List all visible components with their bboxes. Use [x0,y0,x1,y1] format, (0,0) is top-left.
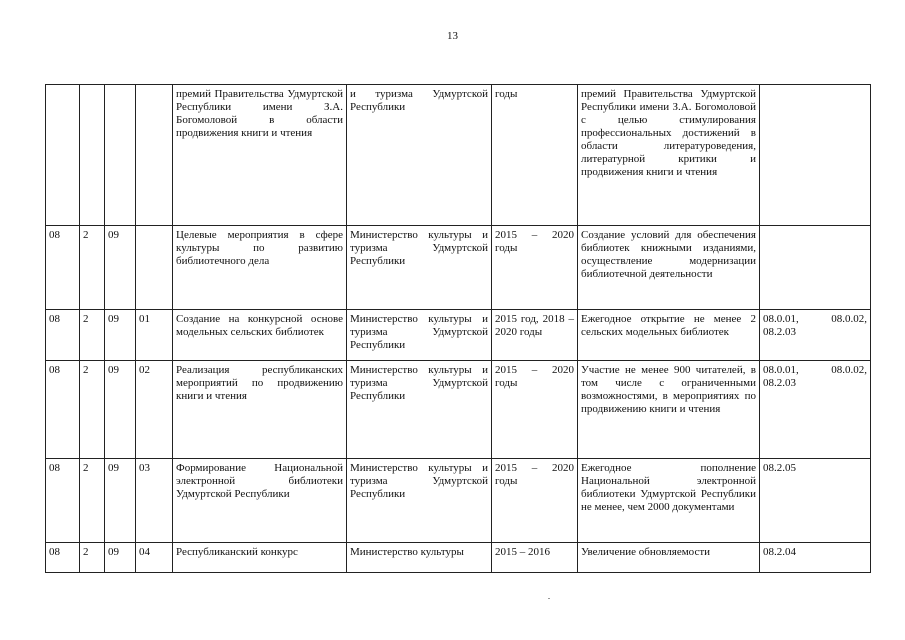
col-name: Республиканский конкурс [173,543,347,573]
col-subprogram [80,85,105,226]
col-period: 2015 – 2020 годы [492,459,578,543]
col-name: Формирование Национальной электронной библиотеки Удмуртской Республики [173,459,347,543]
col-name: Реализация республиканских мероприятий по продвижению книги и чтения [173,361,347,459]
col-subprogram: 2 [80,361,105,459]
col-executor: Министерство культуры и туризма Удмуртской Республики [347,361,492,459]
col-main-activity [105,85,136,226]
col-name: премий Правительства Удмуртской Республики имени З.А. Богомоловой в области продвижения книги и чтения [173,85,347,226]
col-activity: 03 [136,459,173,543]
col-main-activity: 09 [105,543,136,573]
col-indicator-link: 08.0.01, 08.0.02, 08.2.03 [760,361,871,459]
col-result: Ежегодное пополнение Национальной электронной библиотеки Удмуртской Республики не менее, чем 2000 документами [578,459,760,543]
col-result: премий Правительства Удмуртской Республики имени З.А. Богомоловой с целью стимулирования профессиональных достижений в области литературоведения, литературной критики и продвижения книги и чтения [578,85,760,226]
col-indicator-link: 08.0.01, 08.0.02, 08.2.03 [760,310,871,361]
col-indicator-link: 08.2.04 [760,543,871,573]
col-activity [136,226,173,310]
col-indicator-link [760,85,871,226]
col-executor: Министерство культуры и туризма Удмуртской Республики [347,226,492,310]
col-executor: и туризма Удмуртской Республики [347,85,492,226]
table-row [46,459,871,543]
table-row [46,310,871,361]
page-number: 13 [447,30,458,42]
col-period: 2015 год, 2018 – 2020 годы [492,310,578,361]
table-row [46,361,871,459]
col-result: Ежегодное открытие не менее 2 сельских модельных библиотек [578,310,760,361]
col-subprogram: 2 [80,226,105,310]
col-subprogram: 2 [80,459,105,543]
col-activity: 02 [136,361,173,459]
scan-speck [548,598,550,599]
col-indicator-link: 08.2.05 [760,459,871,543]
table-row [46,543,871,573]
col-name: Целевые мероприятия в сфере культуры по развитию библиотечного дела [173,226,347,310]
col-period: 2015 – 2020 годы [492,361,578,459]
col-activity [136,85,173,226]
col-executor: Министерство культуры и туризма Удмуртской Республики [347,459,492,543]
col-result: Увеличение обновляемости [578,543,760,573]
col-executor: Министерство культуры [347,543,492,573]
col-section: 08 [46,459,80,543]
table-row [46,226,871,310]
program-activities-table [45,84,871,573]
table-row [46,85,871,226]
col-section: 08 [46,543,80,573]
col-section: 08 [46,361,80,459]
col-indicator-link [760,226,871,310]
col-activity: 04 [136,543,173,573]
col-main-activity: 09 [105,226,136,310]
col-section: 08 [46,226,80,310]
col-section [46,85,80,226]
col-period: 2015 – 2016 [492,543,578,573]
col-result: Создание условий для обеспечения библиотек книжными изданиями, осуществление модернизации библиотечной деятельности [578,226,760,310]
col-main-activity: 09 [105,459,136,543]
col-subprogram: 2 [80,543,105,573]
col-name: Создание на конкурсной основе модельных сельских библиотек [173,310,347,361]
col-main-activity: 09 [105,310,136,361]
col-result: Участие не менее 900 читателей, в том числе с ограниченными возможностями, в мероприятиях по продвижению книги и чтения [578,361,760,459]
col-main-activity: 09 [105,361,136,459]
col-executor: Министерство культуры и туризма Удмуртской Республики [347,310,492,361]
col-activity: 01 [136,310,173,361]
col-subprogram: 2 [80,310,105,361]
col-period: 2015 – 2020 годы [492,226,578,310]
col-section: 08 [46,310,80,361]
col-period: годы [492,85,578,226]
